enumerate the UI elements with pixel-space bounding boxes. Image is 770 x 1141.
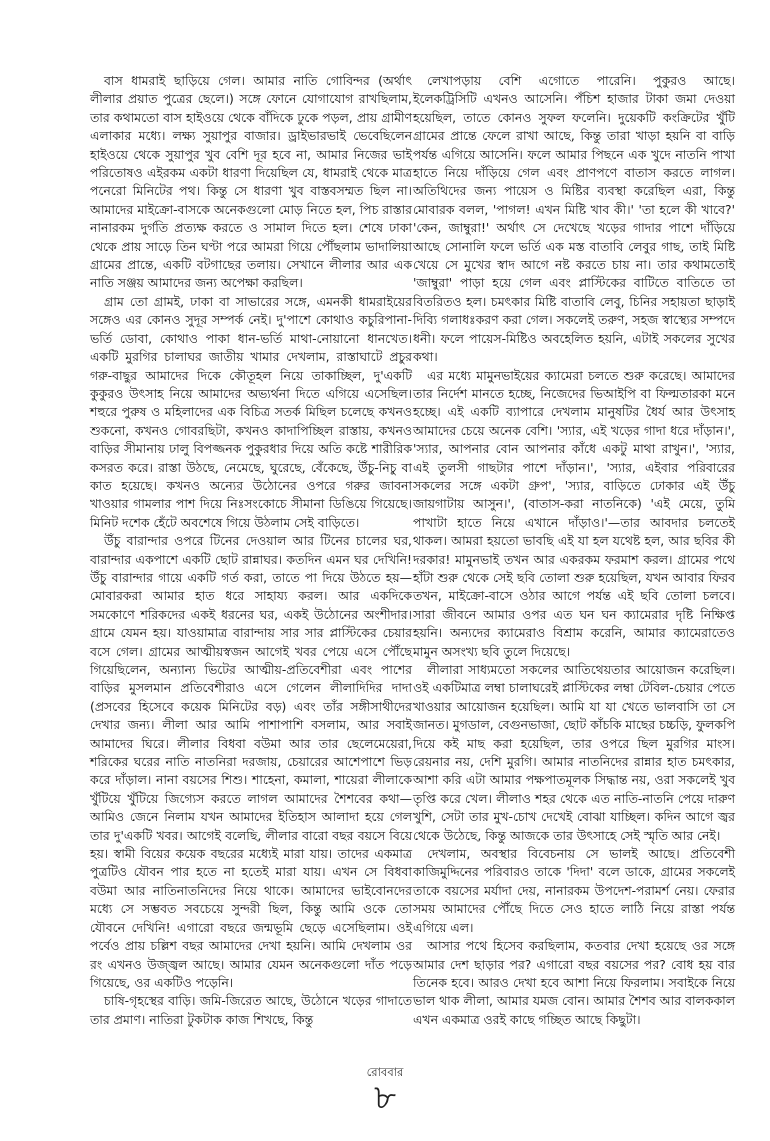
page-number: ৮ — [373, 1078, 397, 1118]
paragraph: চাষি-গৃহস্থের বাড়ি। জমি-জিরেত আছে, উঠোনে খড়ের গাদাতে তার প্রমাণ। নাতিরা টুকটাক কাজ শিখছে, কিন্তু — [90, 993, 412, 1027]
paragraph: আসার পথে হিসেব করছিলাম, কতবার দেখা হয়েছে ওর সঙ্গে আমার দেশ ছাড়ার পর? এগারো বছর বয়সের পর? বোধ হয় বার তিনেক হবে। আরও দেখা হবে আশা নিয়ে ফিরলাম। সবাইকে নিয়ে ভাল থাক লীলা, আমার যমজ বোন। আমার শৈশব আর বালককাল এখন একমাত্র ওরই কাছে গচ্ছিত আছে কিছুটা। — [413, 938, 735, 1027]
paragraph: গ্রাম তো গ্রামই, ঢাকা বা সাভারের সঙ্গে, এমনকী ধামরাইয়ের সঙ্গেও এর কোনও সুদূর সম্পর্ক নেই। দু'পাশে কোথাও কচুরিপানা-ভর্তি ডোবা, কোথাও পাকা ধান-ভর্তি মাথা-নোয়ানো ধানখেত। একটি মুরগির চালাঘর জাতীয় খামার দেখলাম, রাস্তাঘাটে প্রচুর গরু-বাছুর আমাদের দিকে কৌতূহল নিয়ে তাকাচ্ছিল, দু'একটি কুকুরও উৎসাহ নিয়ে আমাদের অভ্যর্থনা দিতে এগিয়ে এসেছিল। শহুরে পুরুষ ও মহিলাদের এক বিচিত্র সতর্ক মিছিল চলেছে কখনও শুকনো, কখনও গোবরছিটা, কখনও কাদাপিচ্ছিল রাস্তায়, কখনও বাড়ির সীমানায় ঢালু বিপজ্জনক পুকুরধার দিয়ে অতি কষ্টে শারীরিক কসরত করে। রাস্তা উঠছে, নেমেছে, ঘুরেছে, বেঁকেছে, উঁচু-নিচু বা কাত হয়েছে। কখনও অন্যের উঠোনের ওপরে গরুর জাবনা খাওয়ার গামলার পাশ দিয়ে নিঃসংকোচে সীমানা ডিঙিয়ে গিয়েছে। মিনিট দশেক হেঁটে অবশেষে গিয়ে উঠলাম সেই বাড়িতে। — [90, 293, 412, 530]
paragraph: লীলারা সাধ্যমতো সকলের আতিথেয়তার আয়োজন করেছিল। ওই একটিমাত্র লম্বা চালাঘরেই প্লাস্টিকের লম্বা টেবিল-চেয়ার পেতে খাওয়ার আয়োজন হয়েছিল। আমি যা যা খেতে ভালবাসি তা সে জানত। মুগডাল, বেগুনভাজা, ছোট কাঁচকি মাছের চচ্চড়ি, ফুলকপি দিয়ে কই মাছ করা হয়েছিল, তার ওপরে ছিল মুরগির মাংস। রেয়নার নয়, দেশি মুরগি। আমার নাতনিদের রান্নার হাত চমৎকার, আশা করি এটা আমার পক্ষপাতমূলক সিদ্ধান্ত নয়, ওরা সকলেই খুব তৃপ্তি করে খেল। লীলাও শহর থেকে এত নাতি-নাতনি পেয়ে দারুণ খুশি, সেটা তার মুখ-চোখ দেখেই বোঝা যাচ্ছিল। কদিন আগে জ্বর থেকে উঠেছে, কিন্তু আজকে তার উৎসাহে সেই স্মৃতি আর নেই। — [413, 662, 735, 843]
paragraph: বাস ধামরাই ছাড়িয়ে গেল। আমার নাতি গোবিন্দর (অর্থাৎ লীলার প্রয়াত পুত্রের ছেলে।) সঙ্গে ফোনে যোগাযোগ রাখছিলাম, তার কথামতো বাস হাইওয়ে থেকে বাঁদিকে ঢুকে পড়ল, প্রায় গ্রামীণ এলাকার মধ্যে। লক্ষ্য সুয়াপুর বাজার। ড্রাইভারভাই ভেবেছিলেন হাইওয়ে থেকে সুয়াপুর খুব বেশি দূর হবে না, আমার নিজের ভাই পরিতোষও এইরকম একটা ধারণা দিয়েছিল যে, ধামরাই থেকে মাত্র পনেরো মিনিটের পথ। কিন্তু সে ধারণা খুব বাস্তবসম্মত ছিল না। আমাদের মাইক্রো-বাসকে অনেকগুলো মোড় নিতে হল, পিচ রাস্তার নানারকম দুর্গতি প্রত্যক্ষ করতে ও সামাল দিতে হল। শেষে ঢাকা থেকে প্রায় সাড়ে তিন ঘণ্টা পরে আমরা গিয়ে পৌঁছলাম ভাদালিয়া গ্রামের প্রান্তে, একটি বটগাছের তলায়। সেখানে লীলার আর এক নাতি সঞ্জয় আমাদের জন্য অপেক্ষা করছিল। — [90, 73, 412, 291]
paragraph: এর মধ্যে মামুনভাইয়ের ক্যামেরা চলতে শুরু করেছে। আমাদের তার নির্দেশ মানতে হচ্ছে, নিজেদের ভিআইপি বা ফিল্মতারকা মনে হচ্ছে। এই একটি ব্যাপারে দেখলাম মানুষটির ধৈর্য আর উৎসাহ আমাদের চেয়ে অনেক বেশি। 'স্যার, এই খড়ের গাদা ধরে দাঁড়ান।', 'স্যার, আপনার বোন আপনার কাঁধে একটু মাথা রাখুন।', 'স্যার, এই তুলসী গাছটার পাশে দাঁড়ান।', 'স্যার, এইবার পরিবারের সকলের সঙ্গে একটা গ্রুপ', 'স্যার, বাড়িতে ঢোকার এই উঁচু জায়গাটায় আসুন।', (বাতাস-করা নাতনিকে) 'এই মেয়ে, তুমি পাখাটা হাতে নিয়ে এখানে দাঁড়াও।'—তার আবদার চলতেই থাকল। আমরা হয়তো ভাবছি এই যা হল যথেষ্ট হল, আর ছবির কী দরকার! মামুনভাই তখন আর একরকম ফরমাশ করল। গ্রামের পথে হাঁটা শুরু থেকে সেই ছবি তোলা শুরু হয়েছিল, যখন আবার ফিরব তখন, মাইক্রো-বাসে ওঠার আগে পর্যন্ত এই ছবি তোলা চলবে। সারা জীবনে আমার ওপর এত ঘন ঘন ক্যামেরার দৃষ্টি নিক্ষিপ্ত হয়নি। অন্যদের ক্যামেরাও বিশ্রাম করেনি, আমার ক্যামেরাতেও মামুন অসংখ্য ছবি তুলে দিয়েছে। — [413, 367, 735, 659]
paragraph: উঁচু বারান্দার ওপরে টিনের দেওয়াল আর টিনের চালের ঘর, বারান্দার একপাশে একটি ছোট রান্নাঘর। কতদিন এমন ঘর দেখিনি! উঁচু বারান্দার গায়ে একটি গর্ত করা, তাতে পা দিয়ে উঠতে হয়—মোবারকরা আমার হাত ধরে সাহায্য করল। আর একদিকে সমকোণে শরিকদের একই ধরনের ঘর, একই উঠোনের অংশীদার। গ্রামে যেমন হয়। যাওয়ামাত্র বারান্দায় সার সার প্লাস্টিকের চেয়ার বসে গেল। গ্রামের আত্মীয়স্বজন আগেই খবর পেয়ে এসে পৌঁছে গিয়েছিলেন, অন্যান্য ভিটের আত্মীয়-প্রতিবেশীরা এবং পাশের বাড়ির মুসলমান প্রতিবেশীরাও এসে গেলেন লীলাদিদির দাদা (প্রসবের হিসেবে কয়েক মিনিটের বড়) এবং তাঁর সঙ্গীসাথীদের দেখার জন্য। লীলা আর আমি পাশাপাশি বসলাম, আর সবাই আমাদের ঘিরে। লীলার বিধবা বউমা আর তার ছেলেমেয়েরা, শরিকের ঘরের নাতি নাতনিরা দরজায়, চেয়ারের আশেপাশে ভিড় করে দাঁড়াল। নানা বয়সের শিশু। শাহেনা, কমালা, শায়েরা লীলাকে খুঁটিয়ে খুঁটিয়ে জিগ্যেস করতে লাগল আমাদের শৈশবের কথা—আমিও জেনে নিলাম যখন আমাদের ইতিহাস আলাদা হয়ে গেল তার দু'একটি খবর। আগেই বলেছি, লীলার বারো বছর বয়সে বিয়ে হয়। স্বামী বিয়ের কয়েক বছরের মধ্যেই মারা যায়। তাদের একমাত্র পুত্রটিও যৌবন পার হতে না হতেই মারা যায়। এখন সে বিধবা বউমা আর নাতিনাতনিদের নিয়ে থাকে। আমাদের ভাইবোনদের মধ্যে সে সম্ভবত সবচেয়ে সুন্দরী ছিল, কিন্তু আমি ওকে তো যৌবনে দেখিনি! এগারো বছরে জন্মভূমি ছেড়ে এসেছিলাম। ওই পর্বেও প্রায় চল্লিশ বছর আমাদের দেখা হয়নি। আমি দেখলাম ওর রং এখনও উজ্জ্বল আছে। আমার যেমন অনেকগুলো দাঁত পড়ে গিয়েছে, ওর একটিও পড়েনি। — [90, 533, 412, 990]
article-column-right — [413, 72, 735, 1027]
article-column-left — [90, 72, 412, 1050]
section-name: রোববার — [366, 1065, 404, 1079]
paragraph: দেখলাম, অবস্থার বিবেচনায় সে ভালই আছে। প্রতিবেশী কাজিমুদ্দিনের পরিবারও তাকে 'দিদা' বলে ডাকে, গ্রামের সকলেই তাকে বয়সের মর্যাদা দেয়, নানারকম উপদেশ-পরামর্শ নেয়। ফেরার সময় আমাদের পৌঁছে দিতে সেও হাতে লাঠি নিয়ে রাস্তা পর্যন্ত এগিয়ে এল। — [413, 846, 735, 935]
paragraph: লেখাপড়ায় বেশি এগোতে পারেনি। পুকুরও আছে। ইলেকট্রিসিটি এখনও আসেনি। পঁচিশ হাজার টাকা জমা দেওয়া হয়েছিল, তাতে কোনও সুফল ফলেনি। দুয়েকটি কংক্রিটের খুঁটি গ্রামের প্রান্তে ফেলে রাখা আছে, কিন্তু তারা খাড়া হয়নি বা বাড়ি পর্যন্ত এগিয়ে আসেনি। ফলে আমার পিছনে এক খুদে নাতনি পাখা হাতে নিয়ে দাঁড়িয়ে গেল এবং প্রাণপণে বাতাস করতে লাগল। অতিথিদের জন্য পায়েস ও মিষ্টির ব্যবস্থা করেছিল এরা, কিন্তু মোবারক বলল, 'পাগল! এখন মিষ্টি খাব কী।' 'তা হলে কী খাবে?' 'কেন, জাম্বুরা!' অর্থাৎ সে দেখেছে খড়ের গাদার পাশে দাঁড়িয়ে আছে সোনালি ফলে ভর্তি এক মস্ত বাতাবি লেবুর গাছ, তাই মিষ্টি খেয়ে সে মুখের স্বাদ আগে নষ্ট করতে চায় না। তার কথামতোই 'জাম্বুরা' পাড়া হয়ে গেল এবং প্লাস্টিকের বাটিতে বাতিতে তা বিতরিতও হল। চমৎকার মিষ্টি বাতাবি লেবু, চিনির সহায়তা ছাড়াই দিব্যি গলাধঃকরণ করা গেল। সকলেই তরুণ, সহজ স্বাস্থ্যের সম্পদে ধনী। ফলে পায়েস-মিষ্টিও অবহেলিত হয়নি, এটাই সকলের সুখের কথা। — [413, 73, 735, 365]
